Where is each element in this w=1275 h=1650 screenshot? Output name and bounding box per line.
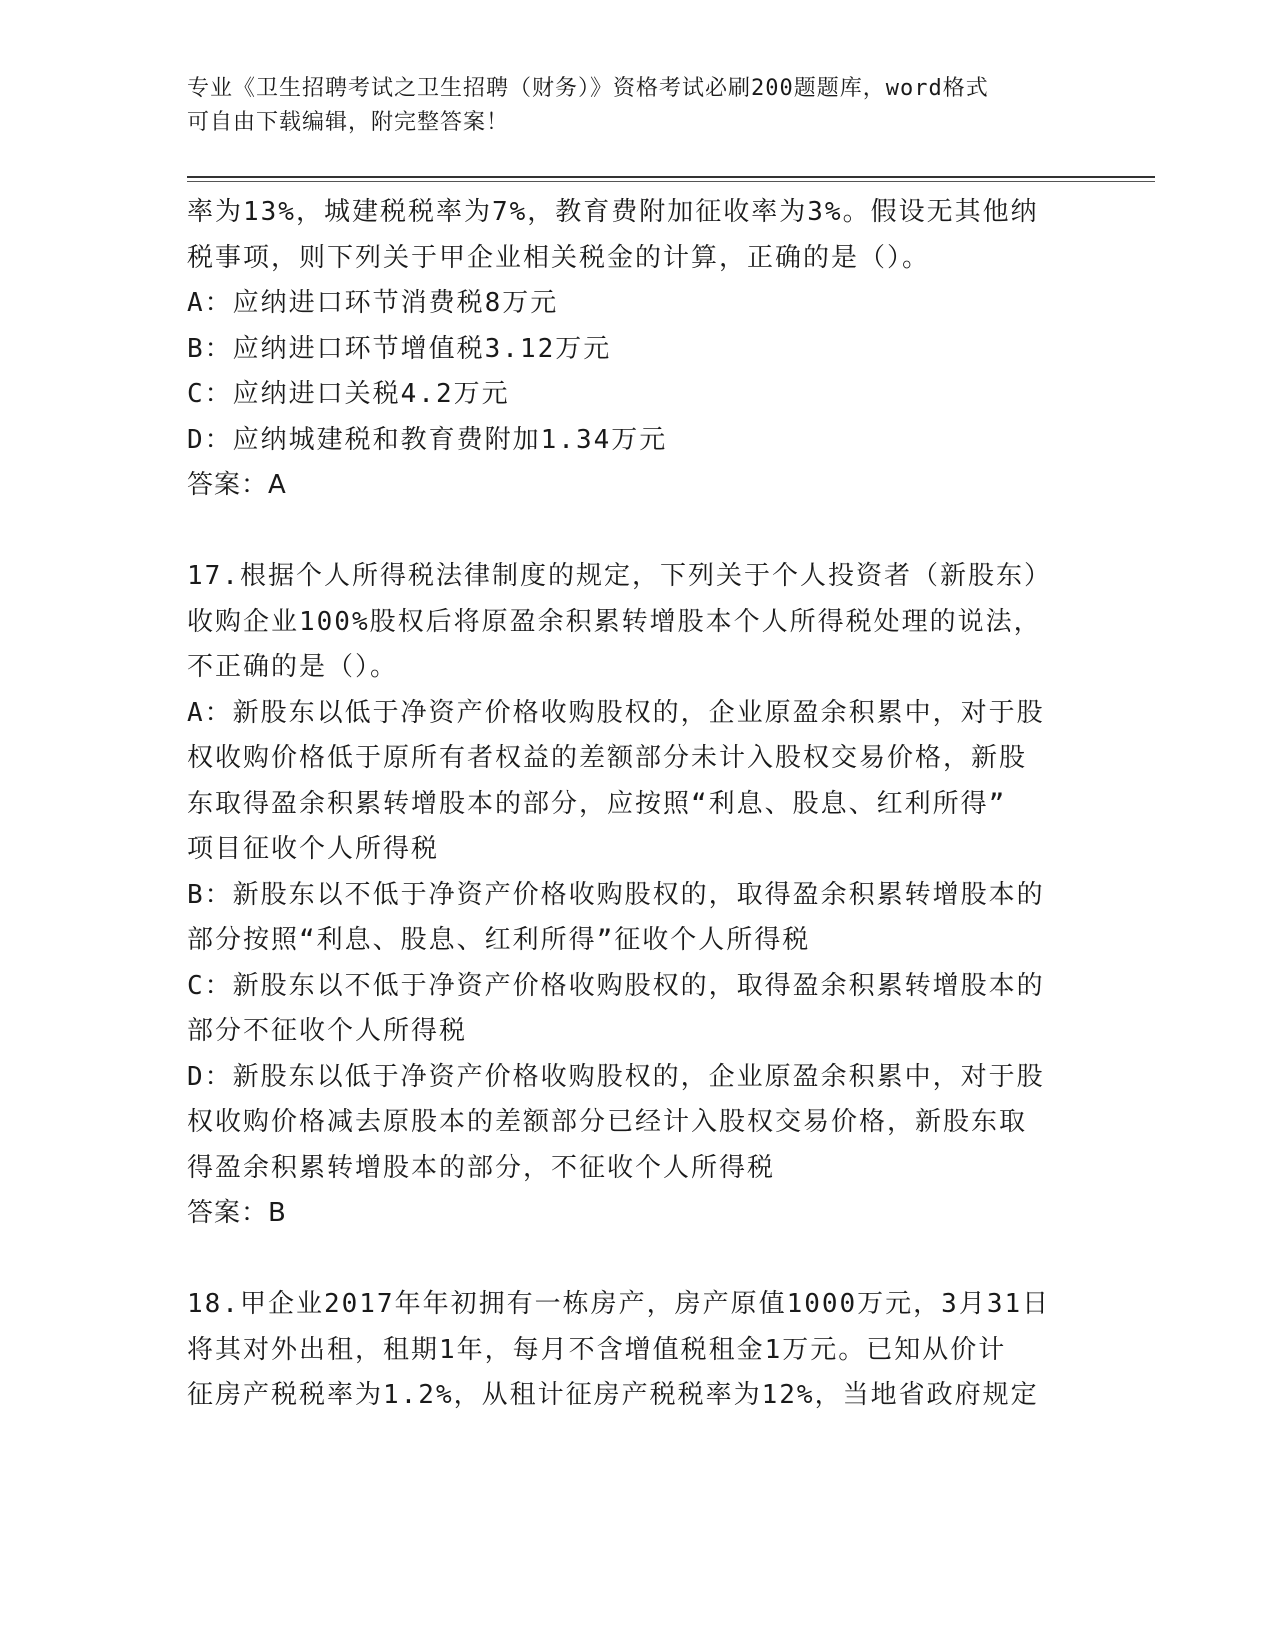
option-a-line: 项目征收个人所得税 bbox=[187, 834, 440, 864]
option-b: B：应纳进口环节增值税3.12万元 bbox=[187, 333, 612, 364]
option-d: D：应纳城建税和教育费附加1.34万元 bbox=[187, 424, 668, 455]
option-c-line: 部分不征收个人所得税 bbox=[187, 1016, 468, 1046]
question-stem-line: 不正确的是（）。 bbox=[187, 652, 399, 682]
option-d-line: D：新股东以低于净资产价格收购股权的，企业原盈余积累中，对于股 bbox=[187, 1061, 1045, 1092]
option-c: C：应纳进口关税4.2万元 bbox=[187, 379, 510, 409]
option-a-line: A：新股东以低于净资产价格收购股权的，企业原盈余积累中，对于股 bbox=[187, 697, 1045, 728]
header-divider-thin bbox=[187, 181, 1155, 182]
option-b-line: 部分按照“利息、股息、红利所得”征收个人所得税 bbox=[187, 925, 811, 955]
page-content bbox=[187, 190, 1087, 1419]
option-d-line: 得盈余积累转增股本的部分，不征收个人所得税 bbox=[187, 1152, 776, 1183]
question-18 bbox=[187, 1282, 1087, 1419]
question-stem-line: 18.甲企业2017年年初拥有一栋房产，房产原值1000万元，3月31日 bbox=[187, 1289, 1051, 1319]
page-header bbox=[187, 72, 1067, 140]
question-stem-line: 17.根据个人所得税法律制度的规定，下列关于个人投资者（新股东） bbox=[187, 561, 1052, 591]
question-stem-line: 征房产税税率为1.2%，从租计征房产税税率为12%，当地省政府规定 bbox=[187, 1380, 1039, 1410]
question-stem-line: 税事项，则下列关于甲企业相关税金的计算，正确的是（）。 bbox=[187, 242, 931, 273]
option-d-line: 权收购价格减去原股本的差额部分已经计入股权交易价格，新股东取 bbox=[187, 1107, 1028, 1137]
option-a-line: 东取得盈余积累转增股本的部分，应按照“利息、股息、红利所得” bbox=[187, 788, 1007, 819]
question-stem-line: 将其对外出租，租期1年，每月不含增值税租金1万元。已知从价计 bbox=[187, 1334, 1007, 1365]
option-a: A：应纳进口环节消费税8万元 bbox=[187, 288, 559, 318]
answer-label: 答案：B bbox=[187, 1198, 287, 1228]
answer-label: 答案：A bbox=[187, 470, 287, 500]
spacer bbox=[187, 1237, 1087, 1283]
spacer bbox=[187, 509, 1087, 555]
question-16 bbox=[187, 190, 1087, 509]
header-divider-thick bbox=[187, 176, 1155, 178]
option-b-line: B：新股东以不低于净资产价格收购股权的，取得盈余积累转增股本的 bbox=[187, 879, 1045, 910]
question-17 bbox=[187, 554, 1087, 1237]
question-stem-line: 率为13%，城建税税率为7%，教育费附加征收率为3%。假设无其他纳 bbox=[187, 197, 1039, 227]
header-line-2: 可自由下载编辑，附完整答案！ bbox=[187, 110, 510, 135]
question-stem-line: 收购企业100%股权后将原盈余积累转增股本个人所得税处理的说法， bbox=[187, 606, 1042, 637]
option-c-line: C：新股东以不低于净资产价格收购股权的，取得盈余积累转增股本的 bbox=[187, 970, 1045, 1001]
option-a-line: 权收购价格低于原所有者权益的差额部分未计入股权交易价格，新股 bbox=[187, 743, 1028, 773]
header-line-1: 专业《卫生招聘考试之卫生招聘（财务）》资格考试必刷200题题库，word格式 bbox=[187, 76, 989, 101]
